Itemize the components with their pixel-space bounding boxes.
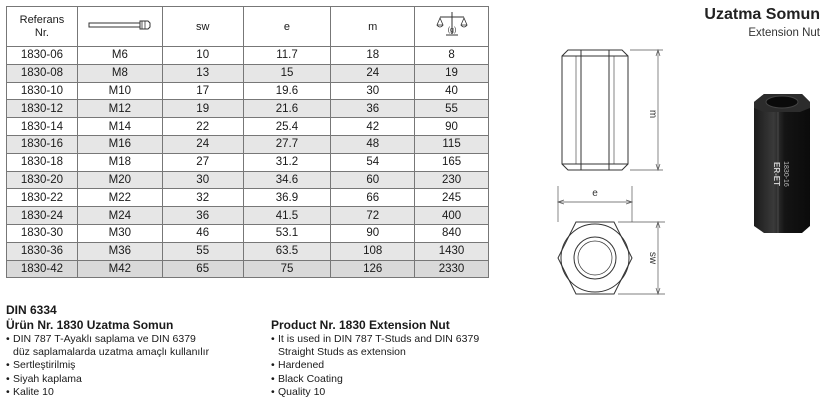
list-item: • It is used in DIN 787 T-Studs and DIN 6379 <box>271 333 480 345</box>
table-cell: 8 <box>415 47 489 65</box>
table-cell: 400 <box>415 207 489 225</box>
weight-unit: (g) <box>447 27 456 34</box>
table-row <box>7 64 489 82</box>
scale-icon <box>435 10 469 40</box>
table-cell: 108 <box>331 242 415 260</box>
table-cell: 21.6 <box>243 100 331 118</box>
table-row <box>7 207 489 225</box>
table-cell: M8 <box>77 64 162 82</box>
table-cell: M24 <box>77 207 162 225</box>
table-row <box>7 100 489 118</box>
header-sw: sw <box>162 7 243 47</box>
table-row <box>7 135 489 153</box>
turkish-feature-list <box>6 333 209 399</box>
table-header-row <box>7 7 489 47</box>
table-cell: 11.7 <box>243 47 331 65</box>
table-cell: 24 <box>162 135 243 153</box>
stud-icon <box>88 18 152 32</box>
table-cell: 48 <box>331 135 415 153</box>
table-cell: 31.2 <box>243 153 331 171</box>
table-cell: 24 <box>331 64 415 82</box>
list-item: • Siyah kaplama <box>6 372 82 385</box>
standard-label: DIN 6334 <box>6 303 57 317</box>
table-cell: 65 <box>162 260 243 278</box>
table-cell: M30 <box>77 224 162 242</box>
table-cell: M16 <box>77 135 162 153</box>
table-cell: M12 <box>77 100 162 118</box>
table-cell: 34.6 <box>243 171 331 189</box>
table-cell: 18 <box>331 47 415 65</box>
photo-part-number: 1830-16 <box>782 161 789 187</box>
table-cell: 230 <box>415 171 489 189</box>
table-cell: 55 <box>162 242 243 260</box>
table-row <box>7 118 489 136</box>
table-cell: 66 <box>331 189 415 207</box>
table-cell: 22 <box>162 118 243 136</box>
table-cell: M36 <box>77 242 162 260</box>
table-cell: 19.6 <box>243 82 331 100</box>
table-cell: 41.5 <box>243 207 331 225</box>
table-cell: M22 <box>77 189 162 207</box>
list-item: • Kalite 10 <box>6 385 54 398</box>
table-cell: 1830-22 <box>7 189 78 207</box>
table-cell: 840 <box>415 224 489 242</box>
table-cell: 1830-24 <box>7 207 78 225</box>
list-item: • Sertleştirilmiş <box>6 359 76 372</box>
table-cell: 42 <box>331 118 415 136</box>
table-row <box>7 47 489 65</box>
table-cell: 126 <box>331 260 415 278</box>
table-cell: 27.7 <box>243 135 331 153</box>
end-view-drawing <box>548 182 673 300</box>
table-row <box>7 189 489 207</box>
table-cell: 165 <box>415 153 489 171</box>
dimension-e-label: e <box>592 188 598 199</box>
table-cell: 53.1 <box>243 224 331 242</box>
header-weight <box>415 7 489 47</box>
header-e: e <box>243 7 331 47</box>
table-cell: 1830-16 <box>7 135 78 153</box>
table-cell: 1830-20 <box>7 171 78 189</box>
product-photo <box>744 88 816 236</box>
list-item: • Hardened <box>271 359 325 372</box>
table-body <box>7 47 489 278</box>
table-cell: 36.9 <box>243 189 331 207</box>
table-cell: 1830-08 <box>7 64 78 82</box>
table-cell: 13 <box>162 64 243 82</box>
table-row <box>7 260 489 278</box>
table-cell: 54 <box>331 153 415 171</box>
table-cell: 1830-36 <box>7 242 78 260</box>
table-row <box>7 153 489 171</box>
table-cell: M42 <box>77 260 162 278</box>
table-cell: 25.4 <box>243 118 331 136</box>
english-feature-list <box>271 333 479 399</box>
table-cell: 36 <box>162 207 243 225</box>
side-view-drawing <box>548 44 673 182</box>
table-cell: 90 <box>415 118 489 136</box>
photo-brand-mark: ER-ET <box>772 162 781 186</box>
table-cell: 90 <box>331 224 415 242</box>
table-cell: 1830-12 <box>7 100 78 118</box>
table-cell: 2330 <box>415 260 489 278</box>
header-ref <box>7 7 78 47</box>
table-row <box>7 82 489 100</box>
table-cell: 27 <box>162 153 243 171</box>
table-cell: 60 <box>331 171 415 189</box>
table-cell: 46 <box>162 224 243 242</box>
table-cell: 55 <box>415 100 489 118</box>
table-cell: M6 <box>77 47 162 65</box>
table-cell: 1430 <box>415 242 489 260</box>
table-cell: 1830-06 <box>7 47 78 65</box>
table-cell: 19 <box>162 100 243 118</box>
list-item: • Black Coating <box>271 372 343 385</box>
list-item: • Quality 10 <box>271 385 326 398</box>
dimension-sw-label: sw <box>647 251 658 265</box>
list-item: düz saplamalarda uzatma amaçlı kullanılır <box>13 346 210 359</box>
table-cell: M10 <box>77 82 162 100</box>
table-cell: 115 <box>415 135 489 153</box>
dimension-m-label: m <box>647 109 658 119</box>
table-cell: 19 <box>415 64 489 82</box>
spec-table <box>6 6 489 278</box>
list-item: Straight Studs as extension <box>278 346 406 359</box>
table-cell: 1830-18 <box>7 153 78 171</box>
table-cell: 30 <box>331 82 415 100</box>
table-cell: 63.5 <box>243 242 331 260</box>
table-row <box>7 171 489 189</box>
table-cell: 32 <box>162 189 243 207</box>
table-cell: 1830-10 <box>7 82 78 100</box>
header-m: m <box>331 7 415 47</box>
table-cell: 36 <box>331 100 415 118</box>
table-cell: 72 <box>331 207 415 225</box>
table-cell: 10 <box>162 47 243 65</box>
page-subtitle: Extension Nut <box>748 27 820 39</box>
table-cell: 40 <box>415 82 489 100</box>
table-cell: 30 <box>162 171 243 189</box>
list-item: • DIN 787 T-Ayaklı saplama ve DIN 6379 <box>6 333 196 345</box>
header-ref-label: Referans Nr. <box>19 13 65 39</box>
page-title: Uzatma Somun <box>704 6 820 23</box>
header-thread <box>77 7 162 47</box>
table-cell: M18 <box>77 153 162 171</box>
turkish-product-title: Ürün Nr. 1830 Uzatma Somun <box>6 318 174 332</box>
table-cell: 1830-14 <box>7 118 78 136</box>
table-cell: 75 <box>243 260 331 278</box>
table-cell: 17 <box>162 82 243 100</box>
table-cell: 1830-30 <box>7 224 78 242</box>
table-cell: 15 <box>243 64 331 82</box>
table-row <box>7 224 489 242</box>
table-cell: 1830-42 <box>7 260 78 278</box>
table-row <box>7 242 489 260</box>
table-cell: M14 <box>77 118 162 136</box>
table-cell: M20 <box>77 171 162 189</box>
english-product-title: Product Nr. 1830 Extension Nut <box>271 318 450 332</box>
table-cell: 245 <box>415 189 489 207</box>
